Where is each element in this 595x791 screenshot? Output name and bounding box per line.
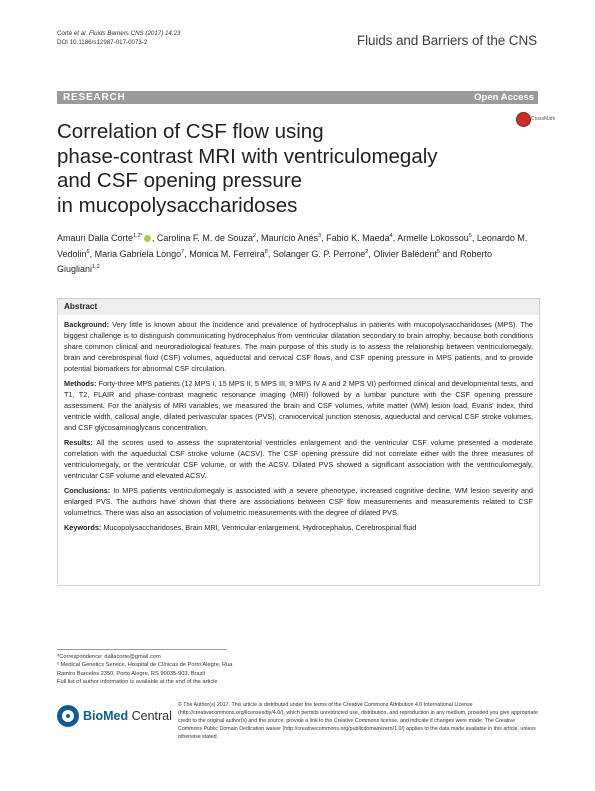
correspondence-note[interactable]: *Correspondence: dallacorte@gmail.com bbox=[57, 654, 161, 660]
abstract-methods bbox=[64, 378, 533, 433]
abstract-heading: Abstract bbox=[64, 302, 98, 311]
author-affiliation: 5 bbox=[468, 233, 472, 239]
author-affiliation: 1,2 bbox=[92, 264, 100, 271]
biomed-central-icon bbox=[57, 705, 79, 727]
author-affiliation: 2 bbox=[365, 248, 369, 255]
article-type-label: RESEARCH bbox=[63, 92, 126, 103]
footnote-divider bbox=[57, 649, 227, 650]
publisher-name-rest: Central bbox=[128, 709, 172, 723]
author-affiliation: 3 bbox=[318, 233, 322, 239]
crossmark-badge[interactable] bbox=[516, 112, 556, 128]
citation-author: Corte bbox=[57, 30, 74, 37]
article-type-band bbox=[57, 91, 538, 104]
article-title bbox=[57, 120, 497, 218]
section-label: Conclusions: bbox=[64, 486, 111, 495]
title-line: in mucopolysaccharidoses bbox=[57, 193, 298, 217]
publisher-name-bold: BioMed bbox=[83, 709, 129, 723]
title-line: and CSF opening pressure bbox=[57, 169, 303, 192]
crossmark-icon bbox=[516, 112, 531, 127]
author-name: Leonardo M. Vedolin bbox=[57, 233, 528, 259]
abstract-keywords bbox=[64, 522, 533, 533]
section-label: Keywords: bbox=[64, 523, 102, 532]
license-text: © The Author(s) 2017. This article is distributed under the terms of the Creative Commons Attribution 4.0 International License (http://creativecommons.org/licenses/by/4.0/), which permits unrestricted use, distribution, and reproduction in any medium, provided you give appropriate credit to the original author(s) and the source, provide a link to the Creative Commons license, and indicate if changes were made. The Creative Commons Public Domain Dedication waiver (http://creativecommons.org/publicdomain/zero/1.0/) applies to the data made available in this article, unless otherwise stated. bbox=[178, 702, 538, 740]
affiliation-note: Ramiro Barcelos 2350, Porto Alegre, RS 90035-903, Brazil bbox=[57, 670, 205, 677]
author-name: Maurício Anés bbox=[260, 233, 318, 243]
author-list: Amauri Dalla Corte$^{1,2*}$ , Carolina F. M. de Souza$^2$, Maurício Anés$^3$, Fabio K. Maeda$^4$, Armelle Lokossou$^5$, Leonardo M. Vedolin$^6$, Maria Gabriela Longo$^7$, Monica M. Ferreira$^8$, Solanger G. P. Perrone$^2$, Olivier Balédent$^5$ and Roberto Giugliani$^{1,2}$ bbox=[57, 233, 528, 275]
section-text: Forty-three MPS patients (12 MPS I, 15 MPS II, 5 MPS III, 9 MPS IV A and 2 MPS VI) performed clinical and developmental tests, and T1, T2, FLAIR and phase-contrast magnetic resonance imaging (MRI) followed by a lumbar puncture with the CSF opening pressure assessment. For the analysis of MRI variables, we measured the brain and CSF volumes, white matter (WM) lesion load, Evans' index, third ventricle width, callosal angle, dilated perivascular spaces (PVS), craniocervical junction stenosis, aqueductal and cervical CSF stroke volumes, and CSF glycosaminoglycans concentration. bbox=[64, 379, 533, 432]
title-line: phase-contrast MRI with ventriculomegaly bbox=[57, 144, 438, 168]
author-name: Solanger G. P. Perrone bbox=[272, 248, 366, 259]
doi-link[interactable]: DOI 10.1186/s12987-017-0073-2 bbox=[57, 38, 148, 46]
affiliation-note: ² Medical Genetics Service, Hospital de Clínicas de Porto Alegre, Rua bbox=[57, 662, 233, 669]
crossmark-label: CrossMark bbox=[531, 116, 556, 122]
author-name: Armelle Lokossou bbox=[397, 233, 469, 243]
section-label: Background: bbox=[64, 320, 109, 329]
citation-journal: et al. Fluids Barriers CNS (2017) 14:23 bbox=[73, 30, 181, 37]
author-name: Fabio K. Maeda bbox=[326, 233, 390, 243]
section-text: Mucopolysaccharidoses, Brain MRI, Ventricular enlargement, Hydrocephalus, Cerebrospinal fluid bbox=[103, 523, 417, 532]
author-affiliation: 4 bbox=[389, 233, 393, 239]
section-label: Results: bbox=[64, 438, 93, 447]
author-name: Olivier Balédent bbox=[373, 248, 437, 259]
title-line: Correlation of CSF flow using bbox=[57, 120, 324, 143]
abstract-body bbox=[64, 319, 533, 537]
author-affiliation: 5 bbox=[436, 248, 440, 255]
author-affiliation: 8 bbox=[264, 248, 268, 255]
author-info-note: Full list of author information is available at the end of the article bbox=[57, 679, 218, 686]
author-name: Roberto Giugliani bbox=[57, 248, 492, 275]
abstract-conclusions bbox=[64, 485, 533, 518]
journal-name: Fluids and Barriers of the CNS bbox=[356, 33, 537, 48]
abstract-header bbox=[58, 299, 539, 315]
section-text: All the scores used to assess the supratentorial ventricles enlargement and the ventricular CSF volume presented a moderate correlation with the aqueductal CSF stroke volume (ACSV). The CSF opening pressure did not correlate either with the three measures of ventriculomegaly, or the ventricular CSF volume, or with the ACSV. Dilated PVS showed a significant association with the ventriculomegaly, ventricular CSF volume and elevated ACSV. bbox=[64, 438, 534, 480]
orcid-icon[interactable] bbox=[144, 235, 151, 242]
open-access-label: Open Access bbox=[474, 92, 534, 103]
section-text: Very little is known about the incidence and prevalence of hydrocephalus in patients with mucopolysaccharidoses (MPS). The biggest challenge is to distinguish communicating hydrocephalus from ventricular dilatation secondary to brain atrophy, because both conditions share common clinical and neuroradiological features. The main purpose of this study is to assess the relationship between ventriculomegaly, brain and cerebrospinal fluid (CSF) volumes, aqueductal and cervical CSF flows, and CSF opening pressure in MPS patients, and to provide potential biomarkers for abnormal CSF circulation. bbox=[64, 320, 533, 373]
footnotes bbox=[57, 653, 297, 687]
biomed-central-logo bbox=[57, 705, 177, 727]
author-name: Maria Gabriela Longo bbox=[94, 248, 182, 259]
section-label: Methods: bbox=[64, 379, 97, 388]
author-affiliation: 6 bbox=[86, 248, 90, 255]
section-text: In MPS patients ventriculomegaly is associated with a severe phenotype, increased cognitive decline, WM lesion severity and enlarged PVS. The authors have shown that there are associations between CSF flow measurements and measurements related to CSF volumetrics. There was also an association of volumetric measurements with the degree of dilated PVS. bbox=[64, 486, 533, 517]
author-name: Amauri Dalla Corte bbox=[57, 233, 134, 243]
author-affiliation: 1,2* bbox=[133, 233, 143, 239]
author-name: Carolina F. M. de Souza bbox=[156, 233, 253, 243]
citation-header bbox=[57, 30, 180, 47]
author-name: Monica M. Ferreira bbox=[189, 248, 265, 259]
abstract-results bbox=[64, 437, 533, 481]
author-affiliation: 7 bbox=[181, 248, 185, 255]
abstract-box bbox=[57, 298, 540, 586]
abstract-background bbox=[64, 319, 533, 374]
publisher-name bbox=[83, 709, 172, 723]
author-affiliation: 2 bbox=[252, 233, 256, 239]
